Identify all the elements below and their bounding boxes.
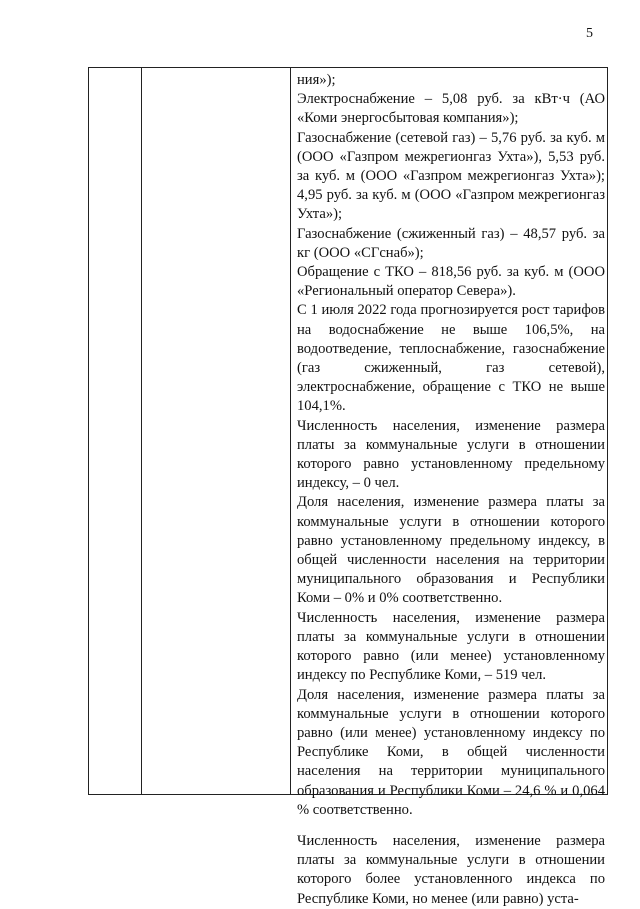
column-divider-1	[141, 68, 142, 794]
document-table	[88, 67, 608, 907]
paragraph-population-above-index: Численность населения, изменение размера платы за коммунальные услуги в отношении которого более установленного индекса по Республике Коми, но менее (или равно) уста-	[297, 832, 605, 907]
paragraph-tariff-forecast: С 1 июля 2022 года прогнозируется рост тарифов на водоснабжение не выше 106,5%, на водоотведение, теплоснабжение, газоснабжение (газ сжиженный, газ сетевой), электроснабжение, обращение с ТКО не выше 104,1%.	[297, 302, 605, 415]
paragraph-share-equal-index: Доля населения, изменение размера платы за коммунальные услуги в отношении которого равно (или менее) установленному индексу по Республике Коми, в общей численности населения на территории муниципального образования и Республики Коми – 24,6 % и 0,064 % соответственно.	[297, 686, 605, 818]
paragraph-electricity-tariff: Электроснабжение – 5,08 руб. за кВт·ч (АО «Коми энергосбытовая компания»);	[297, 91, 605, 127]
paragraph-waste-tariff: Обращение с ТКО – 818,56 руб. за куб. м (ООО «Региональный оператор Севера»).	[297, 264, 605, 300]
paragraph-share-equal-limit: Доля населения, изменение размера платы за коммунальные услуги в отношении которого равно установленному предельному индексу, в общей численности населения на территории муниципального образования и Республики Коми – 0% и 0% соответственно.	[297, 494, 605, 607]
paragraph-population-equal-limit: Численность населения, изменение размера платы за коммунальные услуги в отношении которого равно установленному предельному индексу, – 0 чел.	[297, 417, 605, 492]
table-cell-text	[297, 71, 605, 909]
paragraph-gas-network-tariff: Газоснабжение (сетевой газ) – 5,76 руб. за куб. м (ООО «Газпром межрегионгаз Ухта»), 5,53 руб. за куб. м (ООО «Газпром межрегионгаз Ухта»); 4,95 руб. за куб. м (ООО «Газпром межрегионгаз Ухта»);	[297, 129, 605, 223]
column-divider-2	[290, 68, 291, 794]
paragraph-continuation: ния»);	[297, 72, 336, 88]
paragraph-population-equal-index: Численность населения, изменение размера платы за коммунальные услуги в отношении которого равно (или менее) установленному индексу по Республике Коми, – 519 чел.	[297, 609, 605, 684]
paragraph-gas-liquefied-tariff: Газоснабжение (сжиженный газ) – 48,57 руб. за кг (ООО «СГснаб»);	[297, 225, 605, 261]
page-number: 5	[586, 26, 593, 41]
